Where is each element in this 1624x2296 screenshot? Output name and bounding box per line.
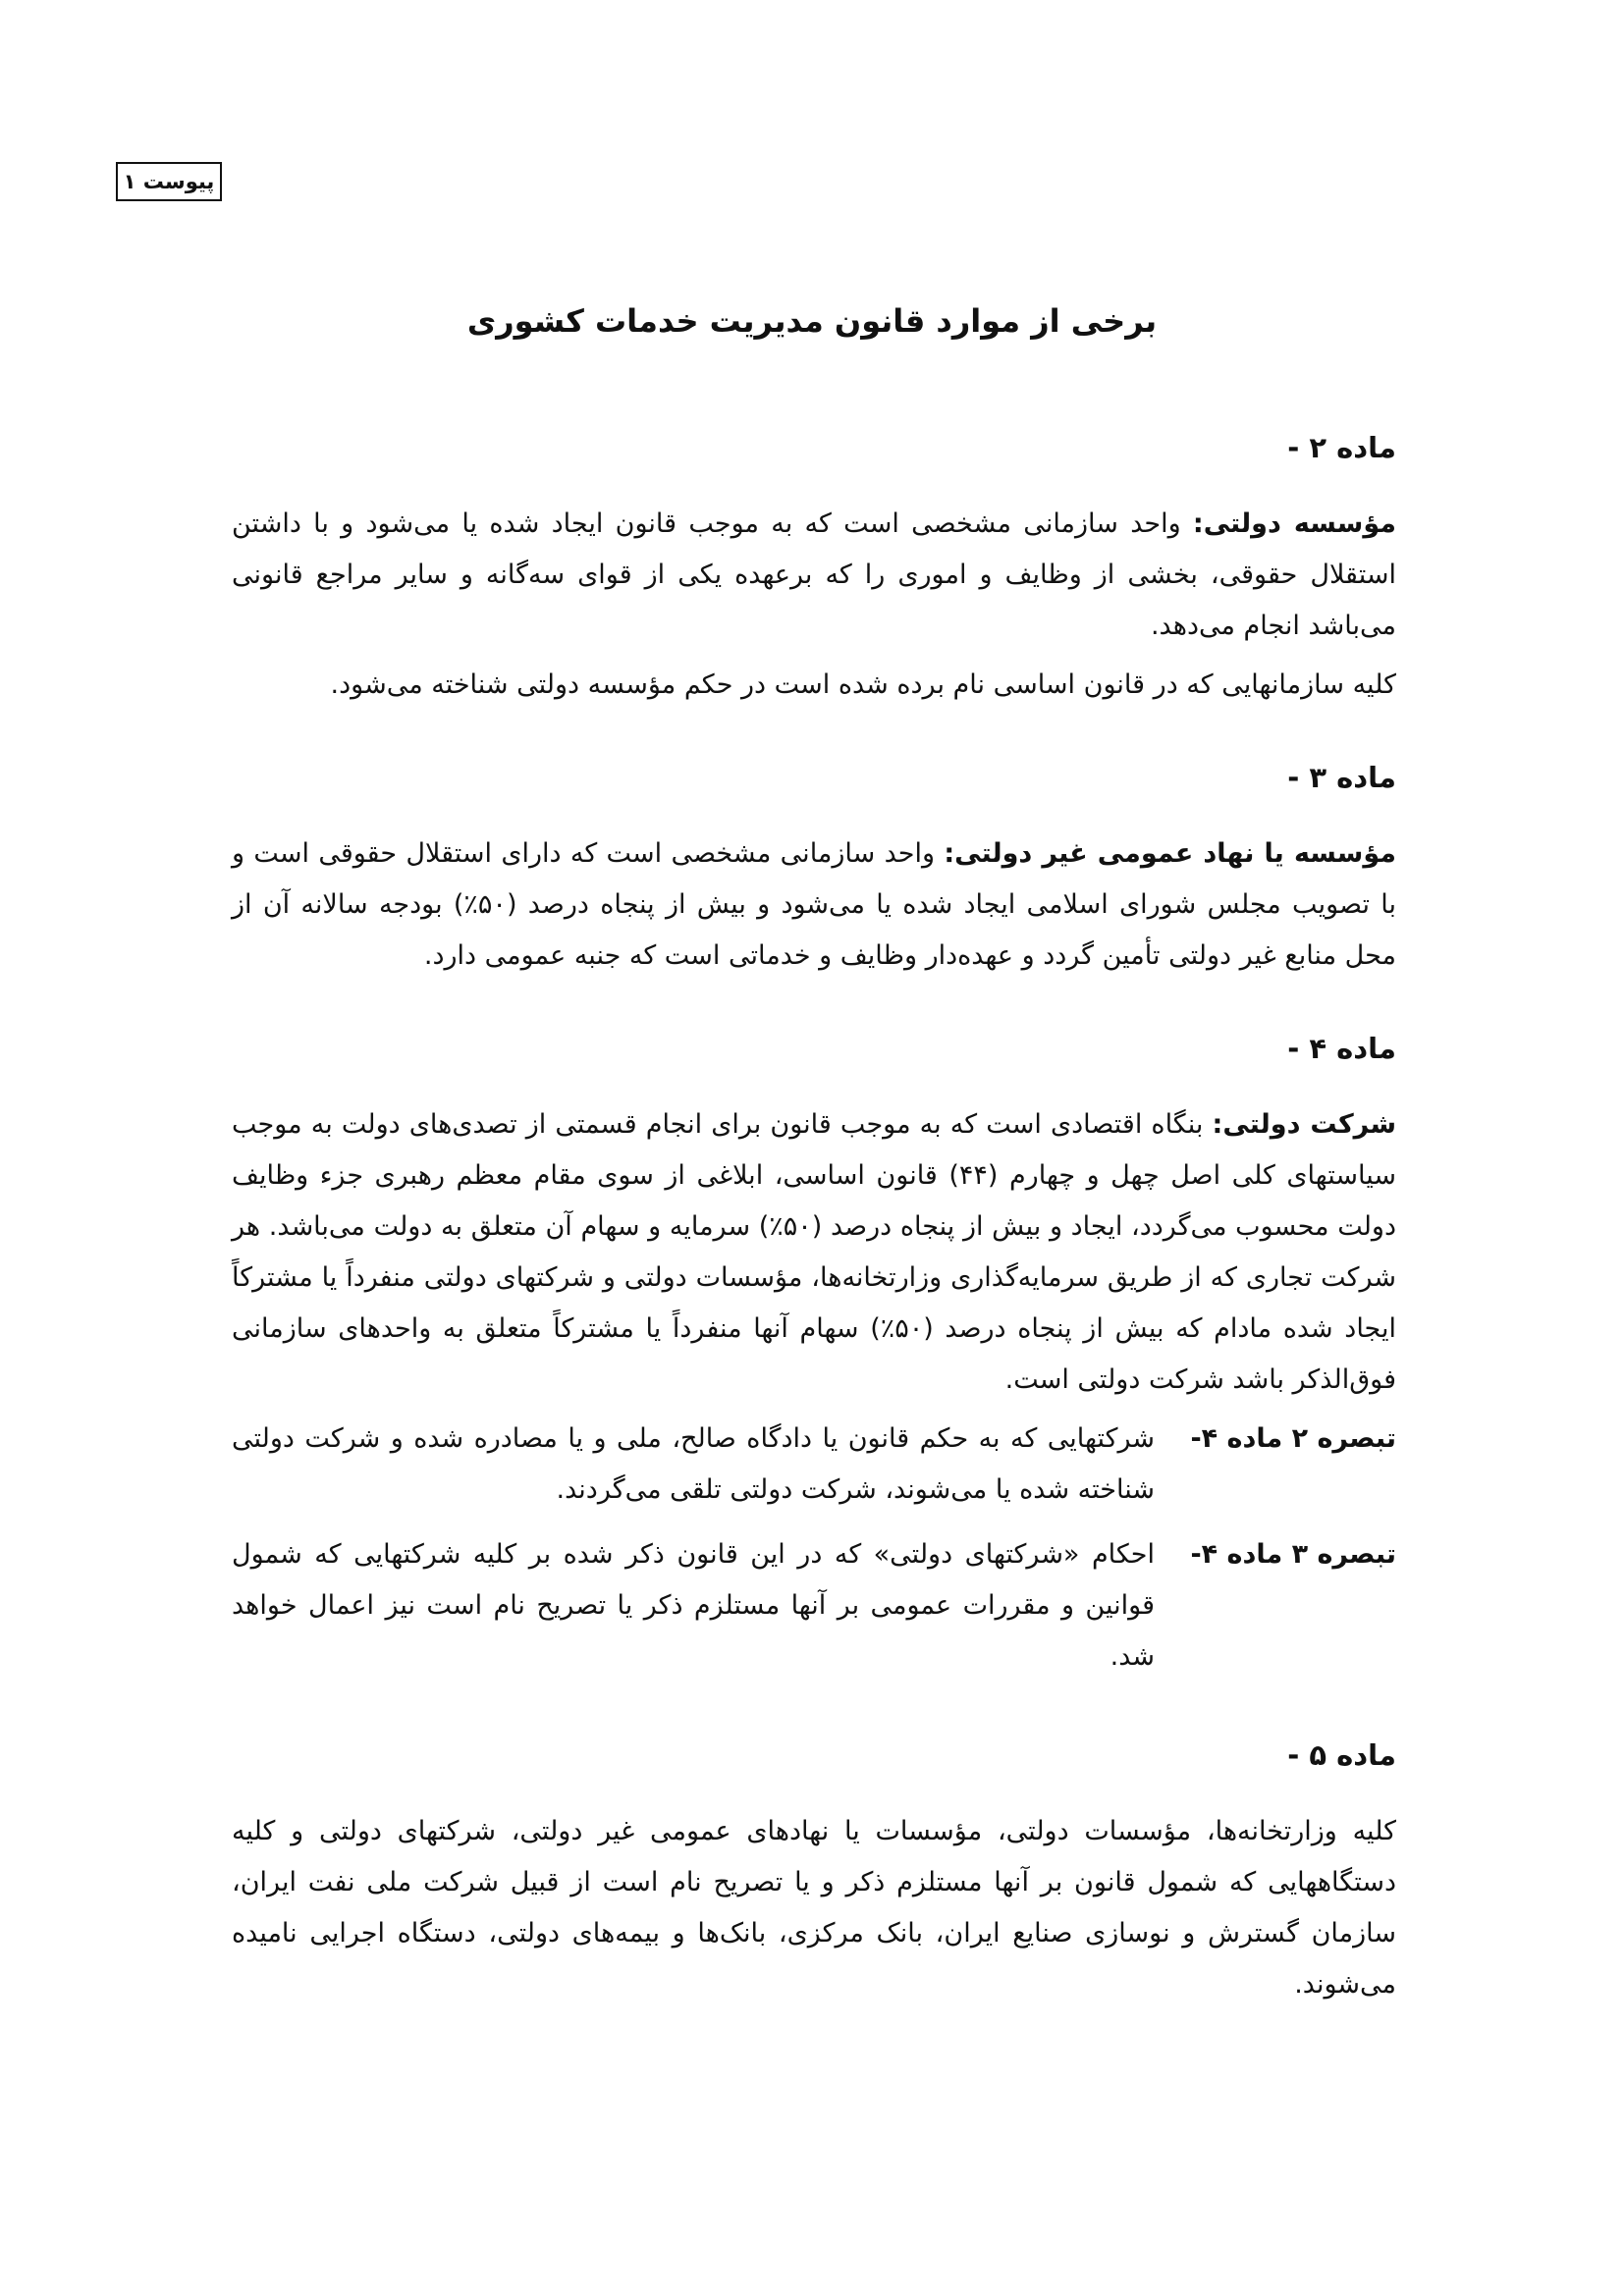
article-extra-paragraph: کلیه سازمانهایی که در قانون اساسی نام برده شده است در حکم مؤسسه دولتی شناخته می‌شود. [330, 669, 1396, 700]
document-body [232, 422, 1396, 2018]
note-text: احکام «شرکتهای دولتی» که در این قانون ذکر شده بر کلیه شرکتهایی که شمول قوانین و مقررات عمومی بر آنها مستلزم ذکر یا تصریح نام است نیز اعمال خواهد شد. [232, 1539, 1155, 1672]
note-label: تبصره ۳ ماده ۴- [1190, 1539, 1396, 1570]
article-term: مؤسسه یا نهاد عمومی غیر دولتی: [944, 838, 1396, 869]
article-text: واحد سازمانی مشخصی است که به موجب قانون ایجاد شده یا می‌شود و با داشتن استقلال حقوقی، بخشی از وظایف و اموری را که برعهده یکی از قوای سه‌گانه و سایر مراجع قانونی می‌باشد انجام می‌دهد. [232, 508, 1396, 641]
article-term: مؤسسه دولتی: [1192, 508, 1396, 539]
article-heading: ماده ۴ - [1287, 1032, 1396, 1065]
article-4 [232, 1023, 1396, 1682]
article-2 [232, 422, 1396, 711]
article-heading: ماده ۳ - [1287, 761, 1396, 794]
attachment-label-box [116, 162, 222, 201]
article-paragraph [232, 828, 1396, 982]
document-title: برخی از موارد قانون مدیریت خدمات کشوری [466, 302, 1158, 340]
article-term: شرکت دولتی: [1212, 1109, 1396, 1140]
note-label: تبصره ۲ ماده ۴- [1190, 1423, 1396, 1454]
article-heading: ماده ۲ - [1287, 431, 1396, 464]
note-2 [232, 1414, 1396, 1516]
article-text: بنگاه اقتصادی است که به موجب قانون برای انجام قسمتی از تصدی‌های دولت به موجب سیاستهای کلی اصل چهل و چهارم (۴۴) قانون اساسی، ابلاغی از سوی مقام معظم رهبری جزء وظایف دولت محسوب می‌گردد، ایجاد و بیش از پنجاه درصد (۵۰٪) سرمایه و سهام آن متعلق به دولت می‌باشد. هر شرکت تجاری که از طریق سرمایه‌گذاری وزارتخانه‌ها، مؤسسات دولتی و شرکتهای دولتی منفرداً یا مشترکاً ایجاد شده مادام که بیش از پنجاه درصد (۵۰٪) سهام آنها منفرداً یا مشترکاً متعلق به واحدهای سازمانی فوق‌الذکر باشد شرکت دولتی است. [232, 1109, 1397, 1395]
article-text: واحد سازمانی مشخصی است که دارای استقلال حقوقی است و با تصویب مجلس شورای اسلامی ایجاد شده یا می‌شود و بیش از پنجاه درصد (۵۰٪) بودجه سالانه آن از محل منابع غیر دولتی تأمین گردد و عهده‌دار وظایف و خدماتی است که جنبه عمومی دارد. [232, 838, 1396, 971]
article-3 [232, 752, 1396, 982]
article-paragraph [232, 499, 1396, 652]
note-3 [232, 1529, 1396, 1682]
article-5 [232, 1730, 1396, 2010]
article-paragraph [232, 1099, 1396, 1406]
attachment-label: پیوست ۱ [123, 170, 215, 193]
article-heading: ماده ۵ - [1287, 1738, 1396, 1772]
article-paragraph: کلیه وزارتخانه‌ها، مؤسسات دولتی، مؤسسات یا نهادهای عمومی غیر دولتی، شرکتهای دولتی و کلیه دستگاههایی که شمول قانون بر آنها مستلزم ذکر و یا تصریح نام است از قبیل شرکت ملی نفت ایران، سازمان گسترش و نوسازی صنایع ایران، بانک مرکزی، بانک‌ها و بیمه‌های دولتی، دستگاه اجرایی نامیده می‌شوند. [232, 1816, 1396, 2000]
note-text: شرکتهایی که به حکم قانون یا دادگاه صالح، ملی و یا مصادره شده و شرکت دولتی شناخته شده یا می‌شوند، شرکت دولتی تلقی می‌گردند. [232, 1423, 1155, 1505]
